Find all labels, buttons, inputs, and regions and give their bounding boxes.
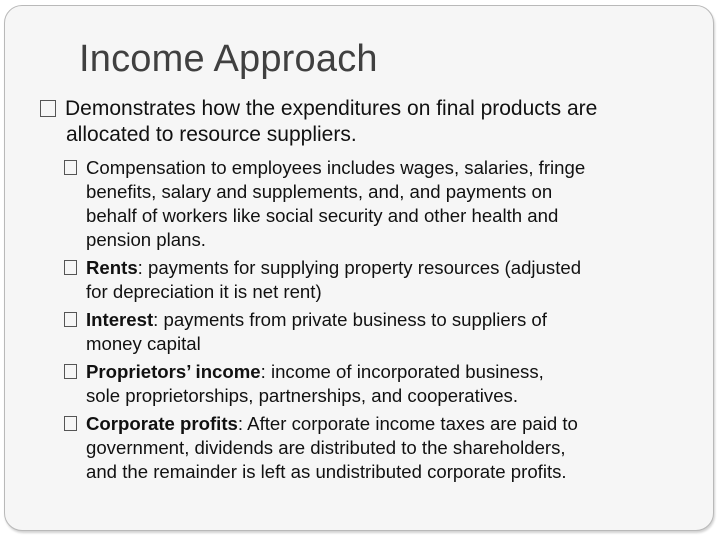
sub-bullet-line: : After corporate income taxes are paid to <box>237 413 578 434</box>
sub-bullet-proprietors-income <box>64 360 704 408</box>
sub-bullet-line: benefits, salary and supplements, and, and payments on <box>86 181 553 202</box>
main-bullet-line-1: Demonstrates how the expenditures on final products are <box>65 97 598 120</box>
sub-bullet-rents <box>64 256 704 304</box>
sub-bullet-interest <box>64 308 704 356</box>
sub-bullet-line: money capital <box>86 333 201 354</box>
bullet-box-icon <box>40 100 56 117</box>
slide-title: Income Approach <box>79 38 378 80</box>
bullet-box-icon <box>64 260 77 275</box>
sub-bullet-term: Corporate profits <box>86 413 238 434</box>
bullet-box-icon <box>64 364 77 379</box>
sub-bullet-list <box>64 156 704 488</box>
sub-bullet-term: Rents <box>86 257 138 278</box>
sub-bullet-term: Interest <box>86 309 154 330</box>
sub-bullet-line: sole proprietorships, partnerships, and cooperatives. <box>86 385 519 406</box>
sub-bullet-term: Proprietors’ income <box>86 361 261 382</box>
sub-bullet-line: behalf of workers like social security and other health and <box>86 205 559 226</box>
sub-bullet-line: government, dividends are distributed to the shareholders, <box>86 437 566 458</box>
sub-bullet-line: : payments from private business to suppliers of <box>153 309 547 330</box>
main-bullet-line-2: allocated to resource suppliers. <box>66 123 357 146</box>
sub-bullet-line: and the remainder is left as undistributed corporate profits. <box>86 461 567 482</box>
bullet-box-icon <box>64 312 77 327</box>
sub-bullet-corporate-profits <box>64 412 704 484</box>
sub-bullet-line: for depreciation it is net rent) <box>86 281 322 302</box>
sub-bullet-line: Compensation to employees includes wages, salaries, fringe <box>86 157 586 178</box>
sub-bullet-line: : payments for supplying property resources (adjusted <box>137 257 582 278</box>
bullet-box-icon <box>64 160 77 175</box>
bullet-box-icon <box>64 416 77 431</box>
sub-bullet-compensation <box>64 156 704 252</box>
sub-bullet-line: : income of incorporated business, <box>260 361 544 382</box>
sub-bullet-line: pension plans. <box>86 229 206 250</box>
main-bullet <box>40 96 690 148</box>
